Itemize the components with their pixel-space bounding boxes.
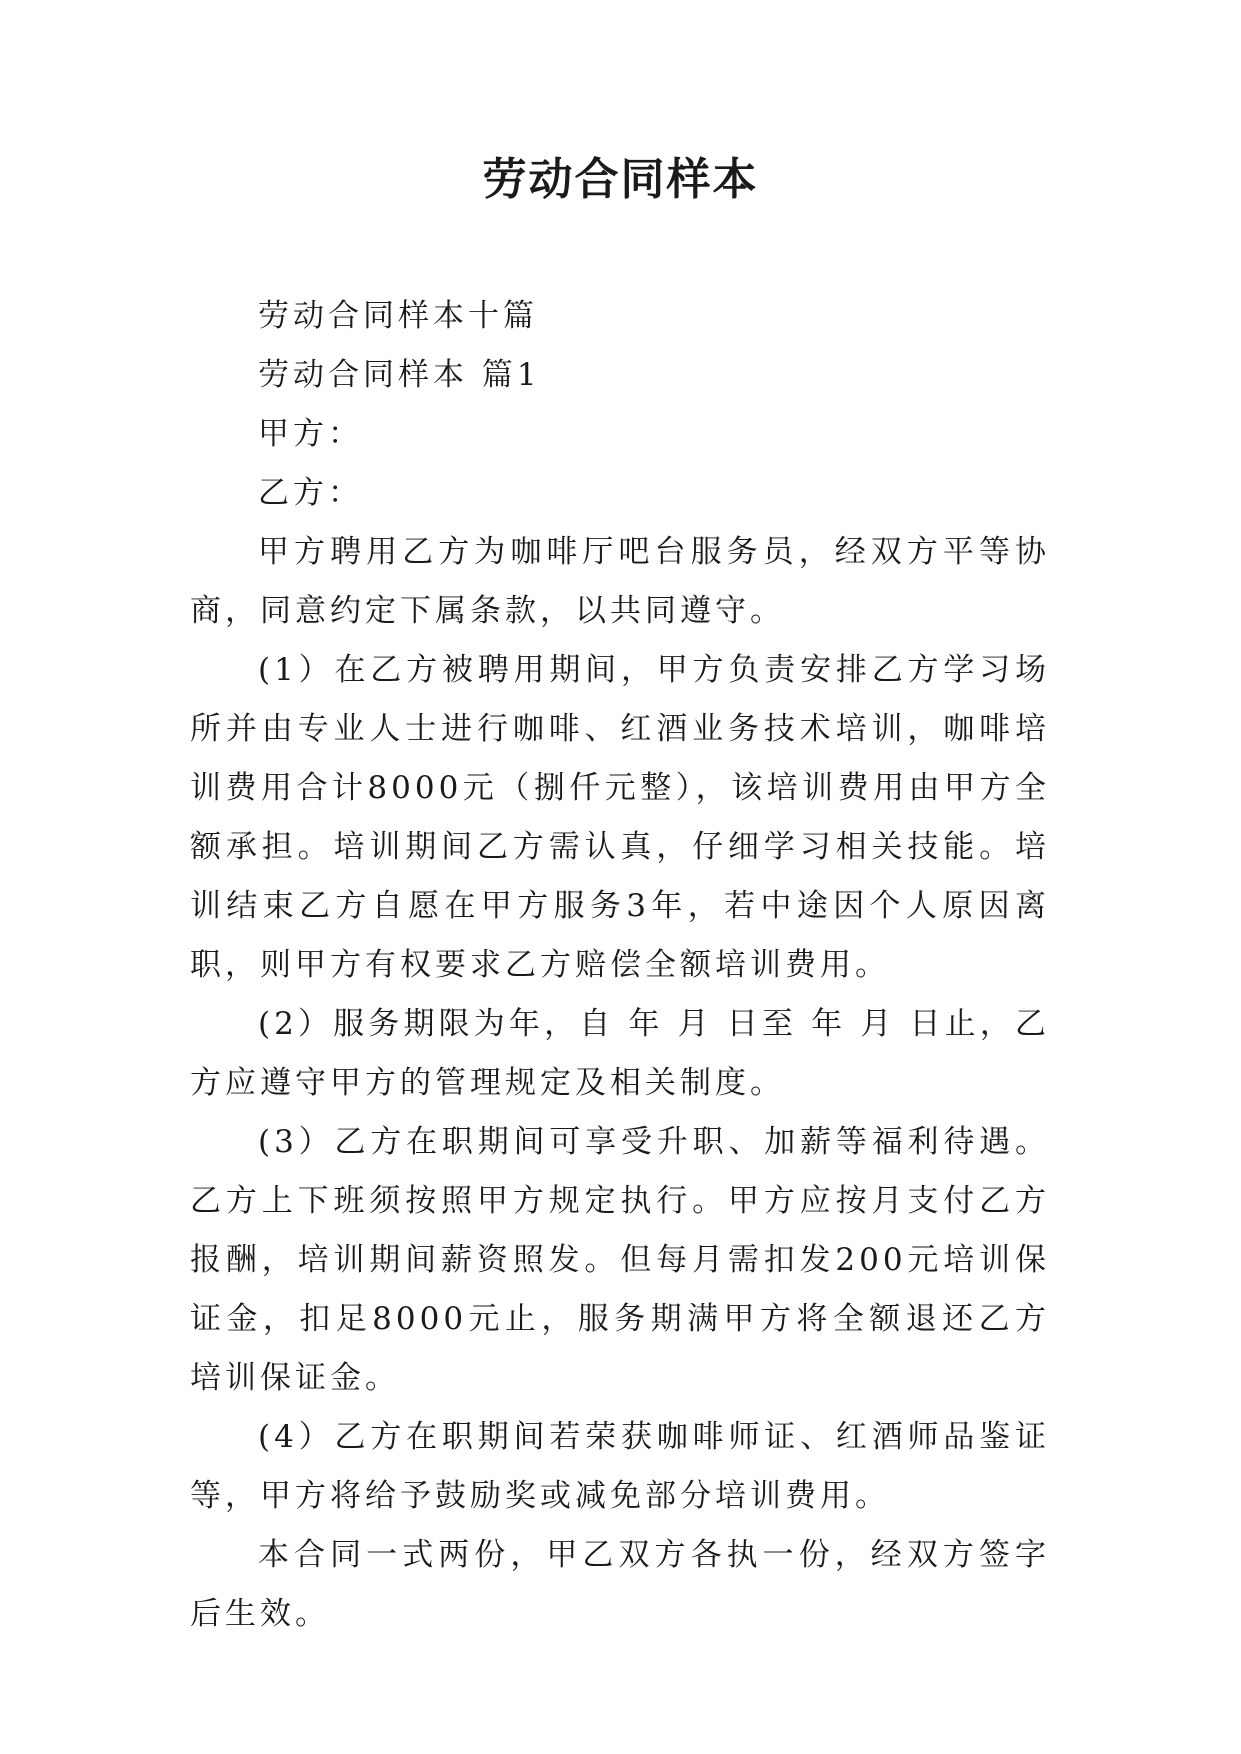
document-body [190, 287, 1050, 1644]
paragraph-clause-2: (2）服务期限为年，自 年 月 日至 年 月 日止，乙方应遵守甲方的管理规定及相关制度。 [190, 1006, 1050, 1101]
paragraph-subtitle: 劳动合同样本十篇 [258, 298, 538, 334]
paragraph-clause-4: (4）乙方在职期间若荣获咖啡师证、红酒师品鉴证等，甲方将给予鼓励奖或减免部分培训费用。 [190, 1419, 1050, 1514]
paragraph-party-b: 乙方： [258, 475, 363, 511]
paragraph-closing: 本合同一式两份，甲乙双方各执一份，经双方签字后生效。 [190, 1537, 1050, 1632]
paragraph-clause-3: (3）乙方在职期间可享受升职、加薪等福利待遇。乙方上下班须按照甲方规定执行。甲方应按月支付乙方报酬，培训期间薪资照发。但每月需扣发200元培训保证金，扣足8000元止，服务期满甲方将全额退还乙方培训保证金。 [190, 1124, 1050, 1396]
document-title: 劳动合同样本 [482, 154, 759, 205]
paragraph-section-heading: 劳动合同样本 篇1 [258, 357, 541, 393]
paragraph-party-a: 甲方： [258, 416, 363, 452]
paragraph-clause-1: (1）在乙方被聘用期间，甲方负责安排乙方学习场所并由专业人士进行咖啡、红酒业务技术培训，咖啡培训费用合计8000元（捌仟元整），该培训费用由甲方全额承担。培训期间乙方需认真，仔细学习相关技能。培训结束乙方自愿在甲方服务3年，若中途因个人原因离职，则甲方有权要求乙方赔偿全额培训费用。 [190, 652, 1050, 983]
paragraph-intro: 甲方聘用乙方为咖啡厅吧台服务员，经双方平等协商，同意约定下属条款，以共同遵守。 [190, 534, 1050, 629]
